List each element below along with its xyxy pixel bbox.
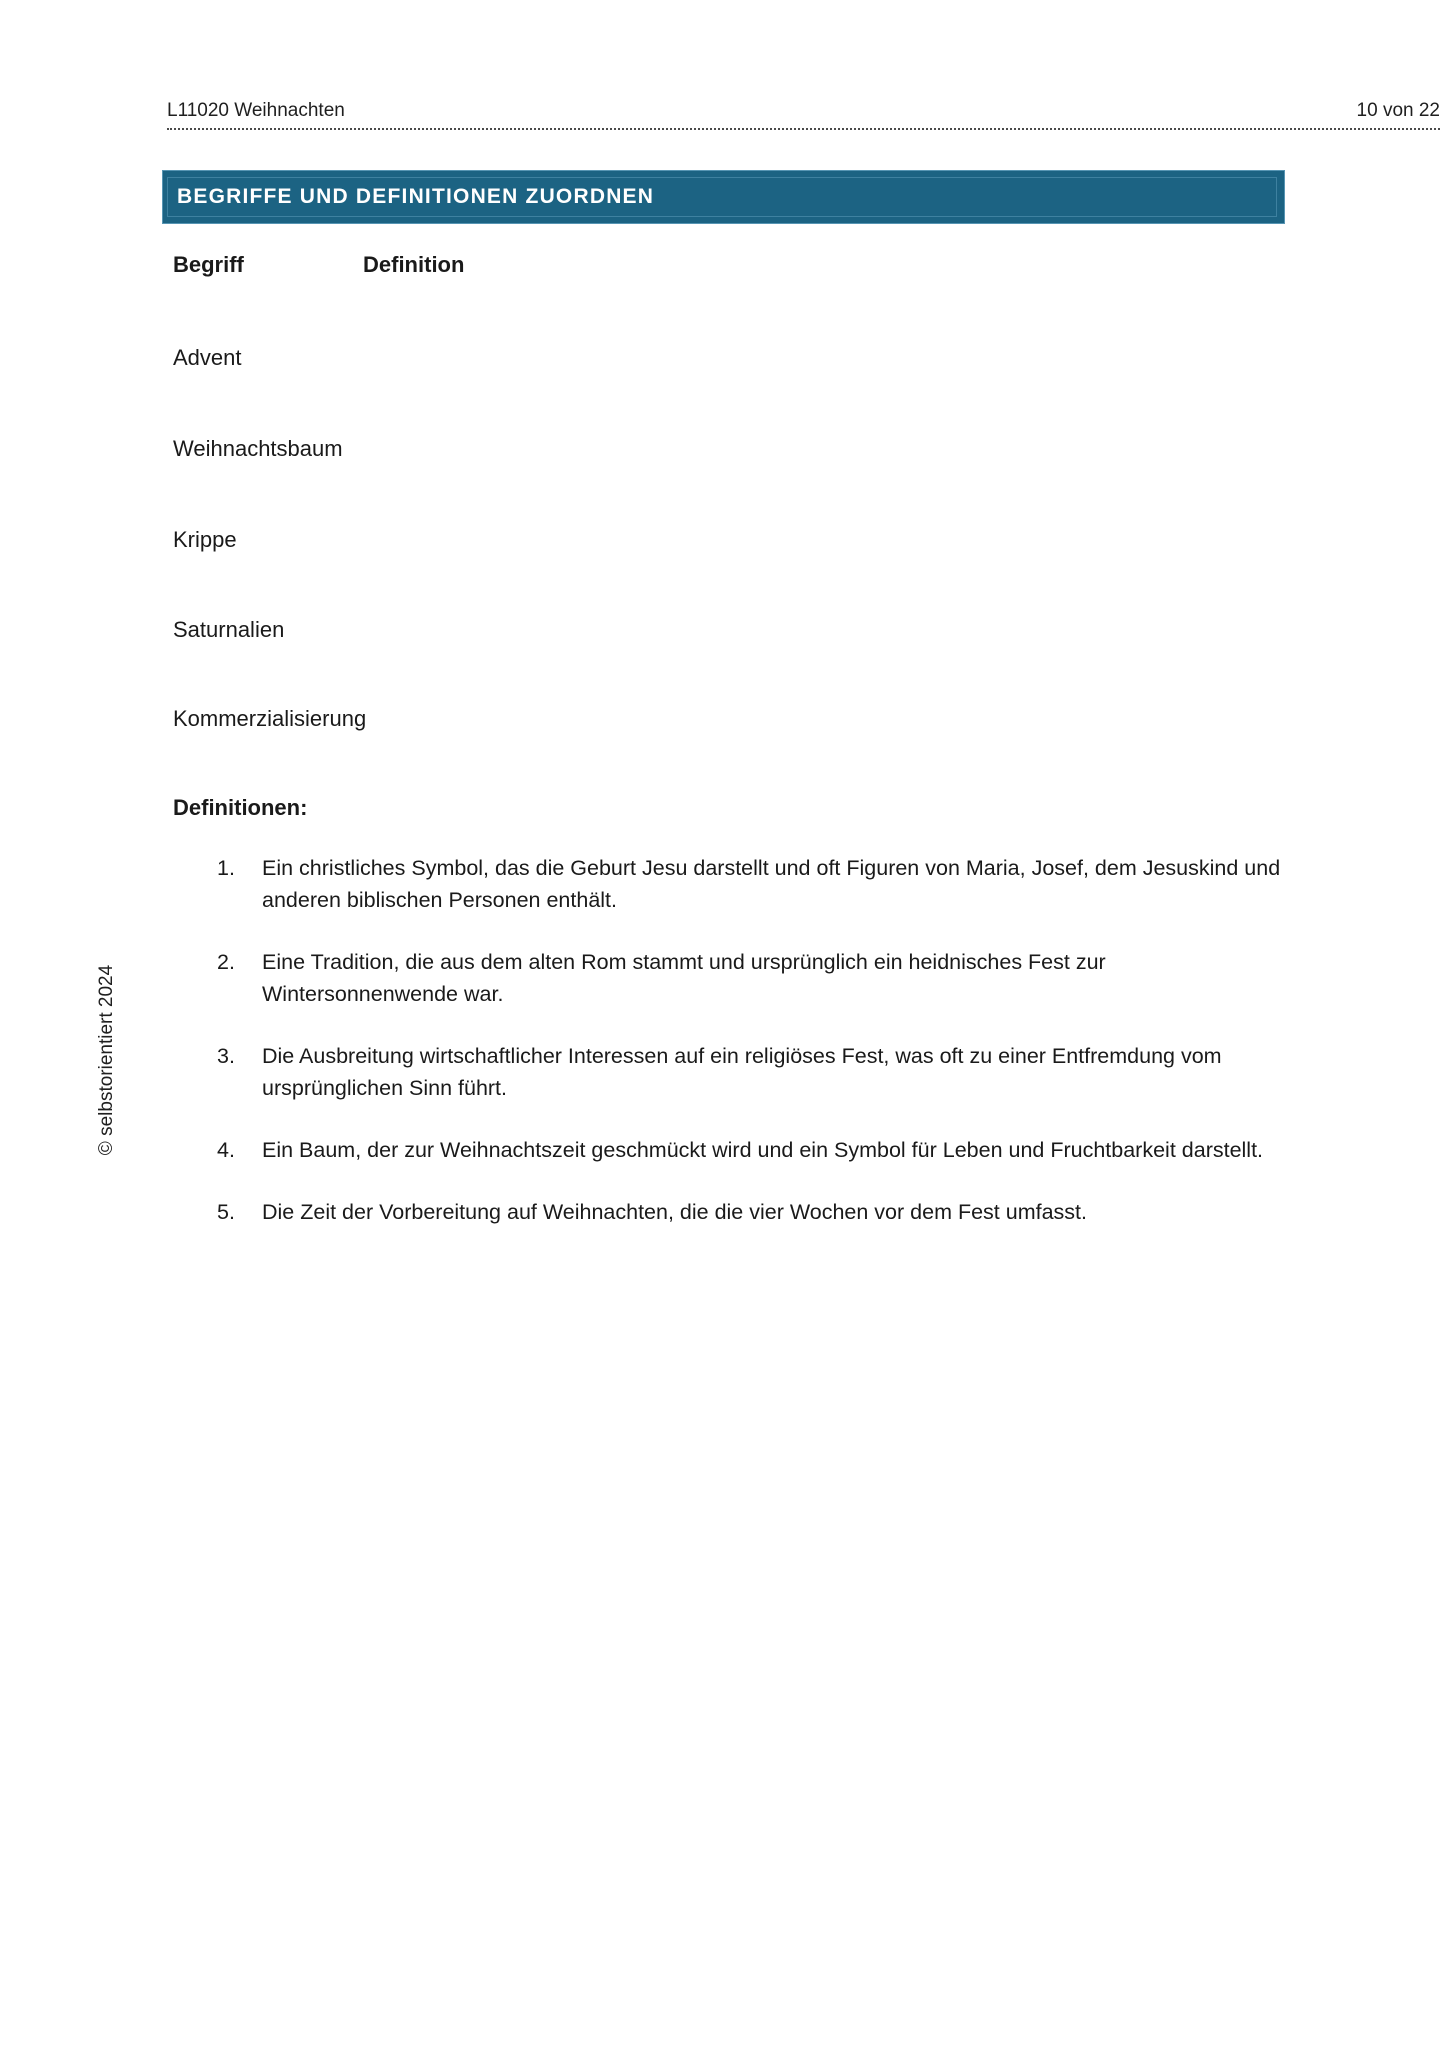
- term-item: Advent: [173, 345, 242, 370]
- header-page-indicator: 10 von 22: [1356, 100, 1440, 121]
- term-item: Saturnalien: [173, 617, 285, 642]
- section-title-inner-frame: [167, 177, 1277, 217]
- term-item: Krippe: [173, 527, 237, 552]
- definition-number: 3.: [217, 1044, 235, 1068]
- definitions-list: [217, 852, 1303, 1258]
- definition-item: [217, 946, 1303, 1010]
- definition-item: [217, 1040, 1303, 1104]
- column-header-term: Begriff: [173, 252, 244, 277]
- definition-text: Die Zeit der Vorbereitung auf Weihnachten, die die vier Wochen vor dem Fest umfasst.: [262, 1200, 1087, 1224]
- page-header: [167, 100, 1440, 130]
- definition-number: 5.: [217, 1200, 235, 1224]
- definition-item: [217, 852, 1303, 916]
- term-item: Kommerzialisierung: [173, 706, 367, 731]
- definitions-heading: Definitionen:: [173, 795, 308, 820]
- term-item: Weihnachtsbaum: [173, 436, 343, 461]
- column-header-definition: Definition: [363, 252, 465, 277]
- definition-item: [217, 1134, 1303, 1166]
- definition-text: Ein Baum, der zur Weihnachtszeit geschmückt wird und ein Symbol für Leben und Fruchtbarkeit darstellt.: [262, 1138, 1264, 1162]
- copyright-vertical-text: © selbstorientiert 2024: [96, 964, 117, 1156]
- definition-number: 2.: [217, 950, 235, 974]
- section-title-banner: [162, 170, 1285, 224]
- definition-text: Die Ausbreitung wirtschaftlicher Interessen auf ein religiöses Fest, was oft zu einer Entfremdung vom ursprünglichen Sinn führt.: [262, 1044, 1222, 1100]
- section-title: BEGRIFFE UND DEFINITIONEN ZUORDNEN: [177, 185, 655, 208]
- definition-number: 4.: [217, 1138, 235, 1162]
- definition-text: Eine Tradition, die aus dem alten Rom stammt und ursprünglich ein heidnisches Fest zur Wintersonnenwende war.: [262, 950, 1106, 1006]
- definition-item: [217, 1196, 1303, 1228]
- header-course-code: L11020 Weihnachten: [167, 100, 345, 121]
- definition-text: Ein christliches Symbol, das die Geburt Jesu darstellt und oft Figuren von Maria, Josef, dem Jesuskind und anderen biblischen Personen enthält.: [262, 856, 1281, 912]
- definition-number: 1.: [217, 856, 235, 880]
